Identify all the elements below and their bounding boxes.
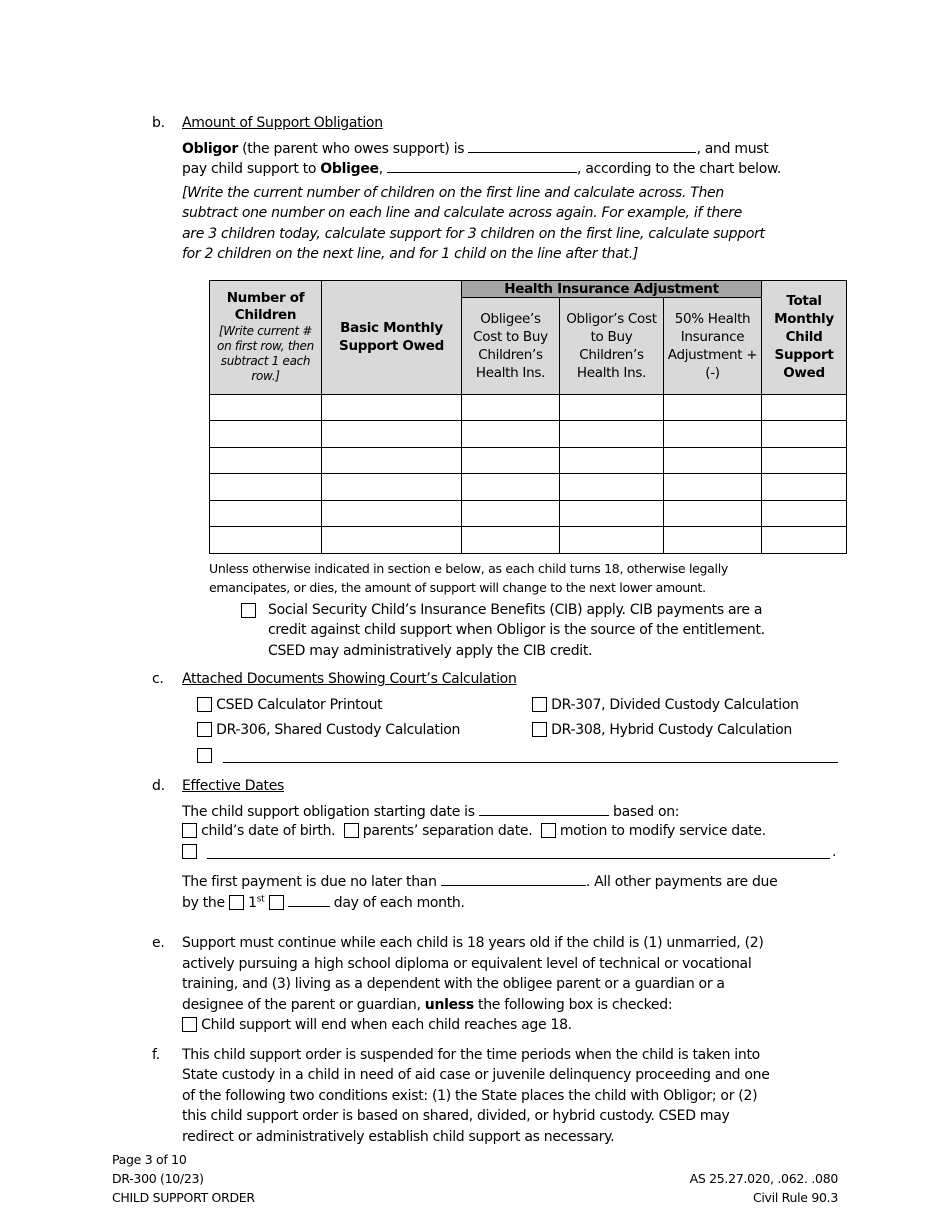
section-f-line: This child support order is suspended for the time periods when the child is taken into <box>182 1046 760 1063</box>
other-document-field[interactable] <box>223 762 838 763</box>
table-cell-input[interactable] <box>762 447 847 474</box>
table-cell-input[interactable] <box>664 394 762 421</box>
header-basic-monthly: Basic Monthly Support Owed <box>322 280 462 394</box>
date-of-birth-checkbox[interactable] <box>182 823 197 838</box>
instruction-line: [Write the current number of children on the first line and calculate across. Then <box>182 184 724 201</box>
section-e-line: training, and (3) living as a dependent with the obligee parent or a guardian or a <box>182 976 725 992</box>
table-cell-input[interactable] <box>322 421 462 448</box>
section-e-line: actively pursuing a high school diploma or equivalent level of technical or vocational <box>182 955 752 972</box>
footer <box>112 1150 838 1207</box>
dr306-checkbox[interactable] <box>197 722 212 737</box>
due-day-line <box>182 892 852 913</box>
other-day-field[interactable] <box>288 892 330 907</box>
obligor-line <box>182 138 852 159</box>
instruction-line: subtract one number on each line and calculate across again. For example, if there <box>182 205 743 221</box>
instruction-line: are 3 children today, calculate support for 3 children on the first line, calculate support <box>182 225 765 242</box>
table-row <box>210 527 847 554</box>
other-date-row <box>182 842 852 863</box>
other-date-field[interactable] <box>207 858 830 859</box>
end-at-18-row <box>182 1015 852 1036</box>
based-on-text: based on: <box>608 803 680 820</box>
table-cell-input[interactable] <box>462 474 560 501</box>
section-f-line: State custody in a child in need of aid case or juvenile delinquency proceeding and one <box>182 1067 770 1083</box>
first-day-label <box>248 895 264 911</box>
section-e-text: designee of the parent or guardian, <box>182 996 425 1013</box>
obligee-text: pay child support to <box>182 161 321 177</box>
dr307-checkbox[interactable] <box>532 697 547 712</box>
csed-calculator-label: CSED Calculator Printout <box>216 696 383 713</box>
table-cell-input[interactable] <box>210 421 322 448</box>
obligor-end-text: , and must <box>696 140 769 157</box>
obligee-comma: , <box>378 161 383 177</box>
section-d <box>152 776 852 912</box>
obligor-text: (the parent who owes support) is <box>237 140 469 157</box>
header-title: Number of Children <box>226 290 305 323</box>
end-at-18-label: Child support will end when each child reaches age 18. <box>201 1017 572 1033</box>
table-row <box>210 447 847 474</box>
date-of-birth-label: child’s date of birth. <box>201 823 336 839</box>
dr306-label: DR-306, Shared Custody Calculation <box>216 722 461 738</box>
table-cell-input[interactable] <box>462 421 560 448</box>
dr307-label: DR-307, Divided Custody Calculation <box>551 696 799 713</box>
table-cell-input[interactable] <box>210 500 322 527</box>
header-total-monthly: Total Monthly Child Support Owed <box>762 280 847 394</box>
table-cell-input[interactable] <box>322 447 462 474</box>
obligee-label: Obligee <box>320 161 379 177</box>
table-cell-input[interactable] <box>664 500 762 527</box>
obligee-name-field[interactable] <box>387 158 577 173</box>
date-basis-row <box>182 821 852 842</box>
table-cell-input[interactable] <box>462 447 560 474</box>
separation-date-label: parents’ separation date. <box>362 823 533 839</box>
table-cell-input[interactable] <box>560 527 664 554</box>
table-cell-input[interactable] <box>560 500 664 527</box>
section-f <box>152 1045 852 1148</box>
table-cell-input[interactable] <box>462 500 560 527</box>
lower-amount-note: Unless otherwise indicated in section e below, as each child turns 18, otherwise legally <box>209 560 728 576</box>
section-b-title: Amount of Support Obligation <box>182 115 383 131</box>
table-cell-input[interactable] <box>762 421 847 448</box>
dr308-checkbox[interactable] <box>532 722 547 737</box>
period: . <box>832 843 837 860</box>
table-cell-input[interactable] <box>560 474 664 501</box>
document-options-row <box>182 695 852 716</box>
table-cell-input[interactable] <box>462 527 560 554</box>
section-e <box>152 933 852 1036</box>
section-d-title: Effective Dates <box>182 778 284 794</box>
section-c-title: Attached Documents Showing Court’s Calculation <box>182 671 517 687</box>
table-cell-input[interactable] <box>664 527 762 554</box>
table-cell-input[interactable] <box>762 500 847 527</box>
first-day-number: 1 <box>248 894 257 911</box>
section-f-line: redirect or administratively establish child support as necessary. <box>182 1128 615 1145</box>
table-cell-input[interactable] <box>762 394 847 421</box>
dr308-label: DR-308, Hybrid Custody Calculation <box>551 722 792 738</box>
support-calculation-table <box>209 280 847 554</box>
section-f-line: of the following two conditions exist: (1) the State places the child with Obligor; or (2) <box>182 1087 758 1104</box>
section-c <box>152 669 852 766</box>
footer-form-title: CHILD SUPPORT ORDER <box>112 1190 255 1205</box>
csed-calculator-checkbox[interactable] <box>197 697 212 712</box>
table-cell-input[interactable] <box>210 447 322 474</box>
footer-statute: AS 25.27.020, .062. .080 <box>689 1171 838 1186</box>
section-f-letter: f. <box>152 1046 160 1063</box>
table-cell-input[interactable] <box>762 474 847 501</box>
header-number-of-children <box>210 280 322 394</box>
other-day-checkbox[interactable] <box>269 895 284 910</box>
table-cell-input[interactable] <box>664 421 762 448</box>
header-50-percent-adjustment: 50% Health Insurance Adjustment + (-) <box>664 297 762 394</box>
obligor-label: Obligor <box>182 140 238 157</box>
section-c-letter: c. <box>152 671 164 687</box>
other-payments-text: . All other payments are due <box>585 874 778 890</box>
day-of-month-text: day of each month. <box>329 894 465 911</box>
instruction-line: for 2 children on the next line, and for 1 child on the line after that.] <box>182 246 639 262</box>
cib-text: credit against child support when Obligor is the source of the entitlement. <box>268 622 765 638</box>
header-note: [Write current # on first row, then subtract 1 each row.] <box>217 324 314 383</box>
start-date-text: The child support obligation starting date is <box>182 803 479 820</box>
table-cell-input[interactable] <box>664 447 762 474</box>
footer-right <box>690 1150 838 1207</box>
obligor-name-field[interactable] <box>468 138 696 153</box>
section-e-line: Support must continue while each child is 18 years old if the child is (1) unmarried, (2) <box>182 935 764 951</box>
document-content <box>112 113 852 1207</box>
other-date-checkbox[interactable] <box>182 844 197 859</box>
cib-text: Social Security Child’s Insurance Benefits (CIB) apply. CIB payments are a <box>268 601 763 618</box>
first-day-suffix: st <box>256 893 265 904</box>
obligee-end-text: , according to the chart below. <box>577 161 782 177</box>
lower-amount-note: emancipates, or dies, the amount of support will change to the next lower amount. <box>209 579 706 595</box>
service-date-label: motion to modify service date. <box>559 823 766 839</box>
table-cell-input[interactable] <box>560 447 664 474</box>
first-payment-text: The first payment is due no later than <box>182 874 441 890</box>
first-day-checkbox[interactable] <box>229 895 244 910</box>
by-the-text: by the <box>182 894 229 911</box>
document-options-row <box>182 720 852 741</box>
cib-checkbox[interactable] <box>241 603 256 618</box>
table-row <box>210 474 847 501</box>
table-cell-input[interactable] <box>210 527 322 554</box>
table-cell-input[interactable] <box>322 394 462 421</box>
footer-form-number: DR-300 (10/23) <box>112 1171 204 1186</box>
table-cell-input[interactable] <box>322 527 462 554</box>
other-document-row <box>182 746 852 767</box>
table-row <box>210 500 847 527</box>
obligee-line <box>182 158 852 179</box>
separation-date-checkbox[interactable] <box>344 823 359 838</box>
table-cell-input[interactable] <box>210 474 322 501</box>
table-cell-input[interactable] <box>560 421 664 448</box>
header-health-insurance-group: Health Insurance Adjustment <box>462 280 762 297</box>
cib-text: CSED may administratively apply the CIB credit. <box>268 642 593 659</box>
footer-page-number: Page 3 of 10 <box>112 1152 187 1167</box>
start-date-field[interactable] <box>479 801 609 816</box>
table-cell-input[interactable] <box>560 394 664 421</box>
table-cell-input[interactable] <box>322 500 462 527</box>
unless-text: unless <box>424 996 474 1013</box>
section-e-line <box>182 995 852 1016</box>
table-cell-input[interactable] <box>664 474 762 501</box>
header-obligee-cost: Obligee’s Cost to Buy Children’s Health Ins. <box>462 297 560 394</box>
section-e-text-end: the following box is checked: <box>473 996 673 1013</box>
first-payment-date-field[interactable] <box>441 871 586 886</box>
footer-rule: Civil Rule 90.3 <box>752 1190 838 1205</box>
start-date-line <box>182 801 852 822</box>
end-at-18-checkbox[interactable] <box>182 1017 197 1032</box>
service-date-checkbox[interactable] <box>541 823 556 838</box>
section-b <box>152 113 852 661</box>
table-cell-input[interactable] <box>322 474 462 501</box>
table-cell-input[interactable] <box>210 394 322 421</box>
table-cell-input[interactable] <box>762 527 847 554</box>
table-cell-input[interactable] <box>462 394 560 421</box>
section-f-line: this child support order is based on shared, divided, or hybrid custody. CSED may <box>182 1108 730 1124</box>
section-e-letter: e. <box>152 935 165 951</box>
section-d-letter: d. <box>152 778 165 794</box>
table-row <box>210 394 847 421</box>
first-payment-line <box>182 871 852 892</box>
header-obligor-cost: Obligor’s Cost to Buy Children’s Health Ins. <box>560 297 664 394</box>
footer-left <box>112 1150 255 1207</box>
table-row <box>210 421 847 448</box>
other-document-checkbox[interactable] <box>197 748 212 763</box>
section-b-letter: b. <box>152 115 165 131</box>
cib-block <box>238 600 852 662</box>
